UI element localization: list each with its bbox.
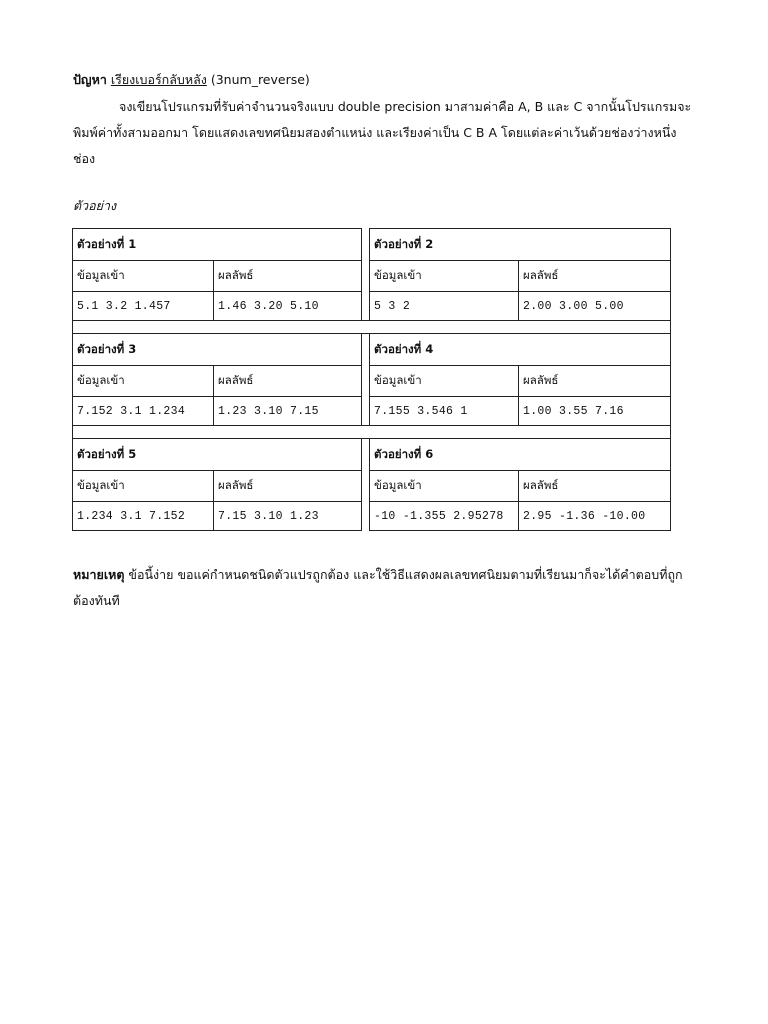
example-input: 7.152 3.1 1.234 [73, 397, 214, 426]
problem-label: ปัญหา [73, 72, 107, 87]
output-column-label: ผลลัพธ์ [519, 471, 671, 502]
example-title-row [73, 229, 671, 261]
example-value-row [73, 502, 671, 531]
example-input: 7.155 3.546 1 [370, 397, 519, 426]
example-value-row [73, 292, 671, 321]
problem-description: จงเขียนโปรแกรมที่รับค่าจำนวนจริงแบบ double precision มาสามค่าคือ A, B และ C จากนั้นโปรแกรมจะพิมพ์ค่าทั้งสามออกมา โดยแสดงเลขทศนิยมสองตำแหน่ง และเรียงค่าเป็น C B A โดยแต่ละค่าเว้นด้วยช่องว่างหนึ่งช่อง [73, 99, 692, 166]
example-input: -10 -1.355 2.95278 [370, 502, 519, 531]
column-separator [362, 334, 370, 426]
example-input: 5 3 2 [370, 292, 519, 321]
spacer-cell [73, 321, 671, 334]
example-input: 5.1 3.2 1.457 [73, 292, 214, 321]
example-title: ตัวอย่างที่ 1 [73, 229, 362, 261]
problem-name: เรียงเบอร์กลับหลัง [110, 72, 207, 87]
example-title: ตัวอย่างที่ 2 [370, 229, 671, 261]
examples-table [72, 228, 671, 531]
note-label: หมายเหตุ [73, 567, 125, 582]
example-title: ตัวอย่างที่ 6 [370, 439, 671, 471]
example-label-row [73, 471, 671, 502]
example-title: ตัวอย่างที่ 5 [73, 439, 362, 471]
spacer-row [73, 426, 671, 439]
example-output: 2.00 3.00 5.00 [519, 292, 671, 321]
example-output: 2.95 -1.36 -10.00 [519, 502, 671, 531]
output-column-label: ผลลัพธ์ [519, 366, 671, 397]
output-column-label: ผลลัพธ์ [214, 261, 362, 292]
note-paragraph [73, 562, 698, 614]
example-title: ตัวอย่างที่ 4 [370, 334, 671, 366]
example-output: 1.00 3.55 7.16 [519, 397, 671, 426]
output-column-label: ผลลัพธ์ [214, 366, 362, 397]
example-input: 1.234 3.1 7.152 [73, 502, 214, 531]
example-title-row [73, 334, 671, 366]
output-column-label: ผลลัพธ์ [214, 471, 362, 502]
example-title-row [73, 439, 671, 471]
example-output: 1.46 3.20 5.10 [214, 292, 362, 321]
spacer-row [73, 321, 671, 334]
input-column-label: ข้อมูลเข้า [73, 471, 214, 502]
example-output: 7.15 3.10 1.23 [214, 502, 362, 531]
spacer-cell [73, 426, 671, 439]
examples-heading: ตัวอย่าง [73, 198, 117, 213]
example-label-row [73, 366, 671, 397]
example-output: 1.23 3.10 7.15 [214, 397, 362, 426]
input-column-label: ข้อมูลเข้า [370, 366, 519, 397]
example-value-row [73, 397, 671, 426]
example-title: ตัวอย่างที่ 3 [73, 334, 362, 366]
example-label-row [73, 261, 671, 292]
input-column-label: ข้อมูลเข้า [73, 366, 214, 397]
column-separator [362, 439, 370, 531]
output-column-label: ผลลัพธ์ [519, 261, 671, 292]
input-column-label: ข้อมูลเข้า [370, 261, 519, 292]
column-separator [362, 229, 370, 321]
input-column-label: ข้อมูลเข้า [73, 261, 214, 292]
note-text: ข้อนี้ง่าย ขอแค่กำหนดชนิดตัวแปรถูกต้อง และใช้วิธีแสดงผลเลขทศนิยมตามที่เรียนมาก็จะได้คำตอบที่ถูกต้องทันที [73, 567, 683, 608]
problem-code: (3num_reverse) [210, 72, 310, 87]
input-column-label: ข้อมูลเข้า [370, 471, 519, 502]
problem-title [73, 70, 310, 90]
